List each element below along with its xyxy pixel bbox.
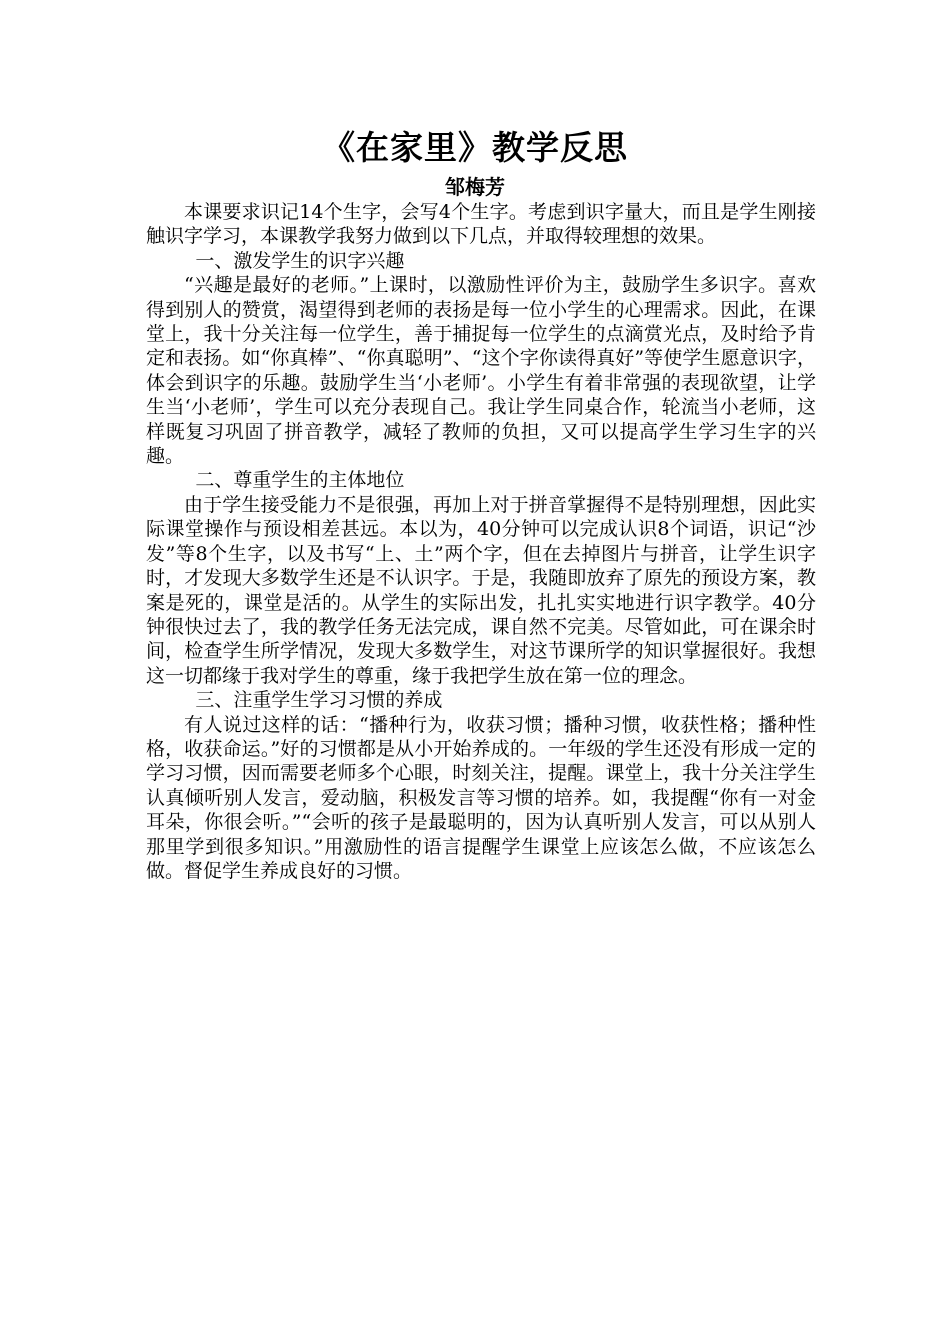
section-paragraph-1: “兴趣是最好的老师。”上课时，以激励性评价为主，鼓励学生多识字。喜欢得到别人的赞赏，渴望得到老师的表扬是每一位小学生的心理需求。因此，在课堂上，我十分关注每一位学生，善于捕捉每一位学生的点滴赏光点，及时给予肯定和表扬。如“你真棒”、“你真聪明”、“这个字你读得真好”等使学生愿意识字，体会到识字的乐趣。鼓励学生当‘小老师’。小学生有着非常强的表现欲望，让学生当‘小老师’，学生可以充分表现自己。我让学生同桌合作，轮流当小老师，这样既复习巩固了拼音教学，减轻了教师的负担，又可以提高学生学习生字的兴趣。 [146, 274, 816, 468]
document-title: 《在家里》教学反思 [322, 128, 628, 167]
section-heading-1: 一、激发学生的识字兴趣 [195, 249, 405, 272]
intro-paragraph: 本课要求识记14个生字，会写4个生字。考虑到识字量大，而且是学生刚接触识字学习，本课教学我努力做到以下几点，并取得较理想的效果。 [146, 201, 816, 248]
section-paragraph-2: 由于学生接受能力不是很强，再加上对于拼音掌握得不是特别理想，因此实际课堂操作与预设相差甚远。本以为，40分钟可以完成认识8个词语，识记“沙发”等8个生字，以及书写“上、土”两个字，但在去掉图片与拼音，让学生识字时，才发现大多数学生还是不认识字。于是，我随即放弃了原先的预设方案，教案是死的，课堂是活的。从学生的实际出发，扎扎实实地进行识字教学。40分钟很快过去了，我的教学任务无法完成，课自然不完美。尽管如此，可在课余时间，检查学生所学情况，发现大多数学生，对这节课所学的知识掌握很好。我想这一切都缘于我对学生的尊重，缘于我把学生放在第一位的理念。 [146, 493, 816, 687]
document-author: 邹梅芳 [445, 175, 505, 199]
section-heading-3: 三、注重学生学习习惯的养成 [195, 689, 443, 712]
section-heading-2: 二、尊重学生的主体地位 [195, 469, 405, 492]
section-paragraph-3: 有人说过这样的话：“播种行为，收获习惯；播种习惯，收获性格；播种性格，收获命运。”好的习惯都是从小开始养成的。一年级的学生还没有形成一定的学习习惯，因而需要老师多个心眼，时刻关注，提醒。课堂上，我十分关注学生认真倾听别人发言，爱动脑，积极发言等习惯的培养。如，我提醒“你有一对金耳朵，你很会听。”“会听的孩子是最聪明的，因为认真听别人发言，可以从别人那里学到很多知识。”用激励性的语言提醒学生课堂上应该怎么做，不应该怎么做。督促学生养成良好的习惯。 [146, 713, 816, 882]
document-body [146, 200, 816, 883]
